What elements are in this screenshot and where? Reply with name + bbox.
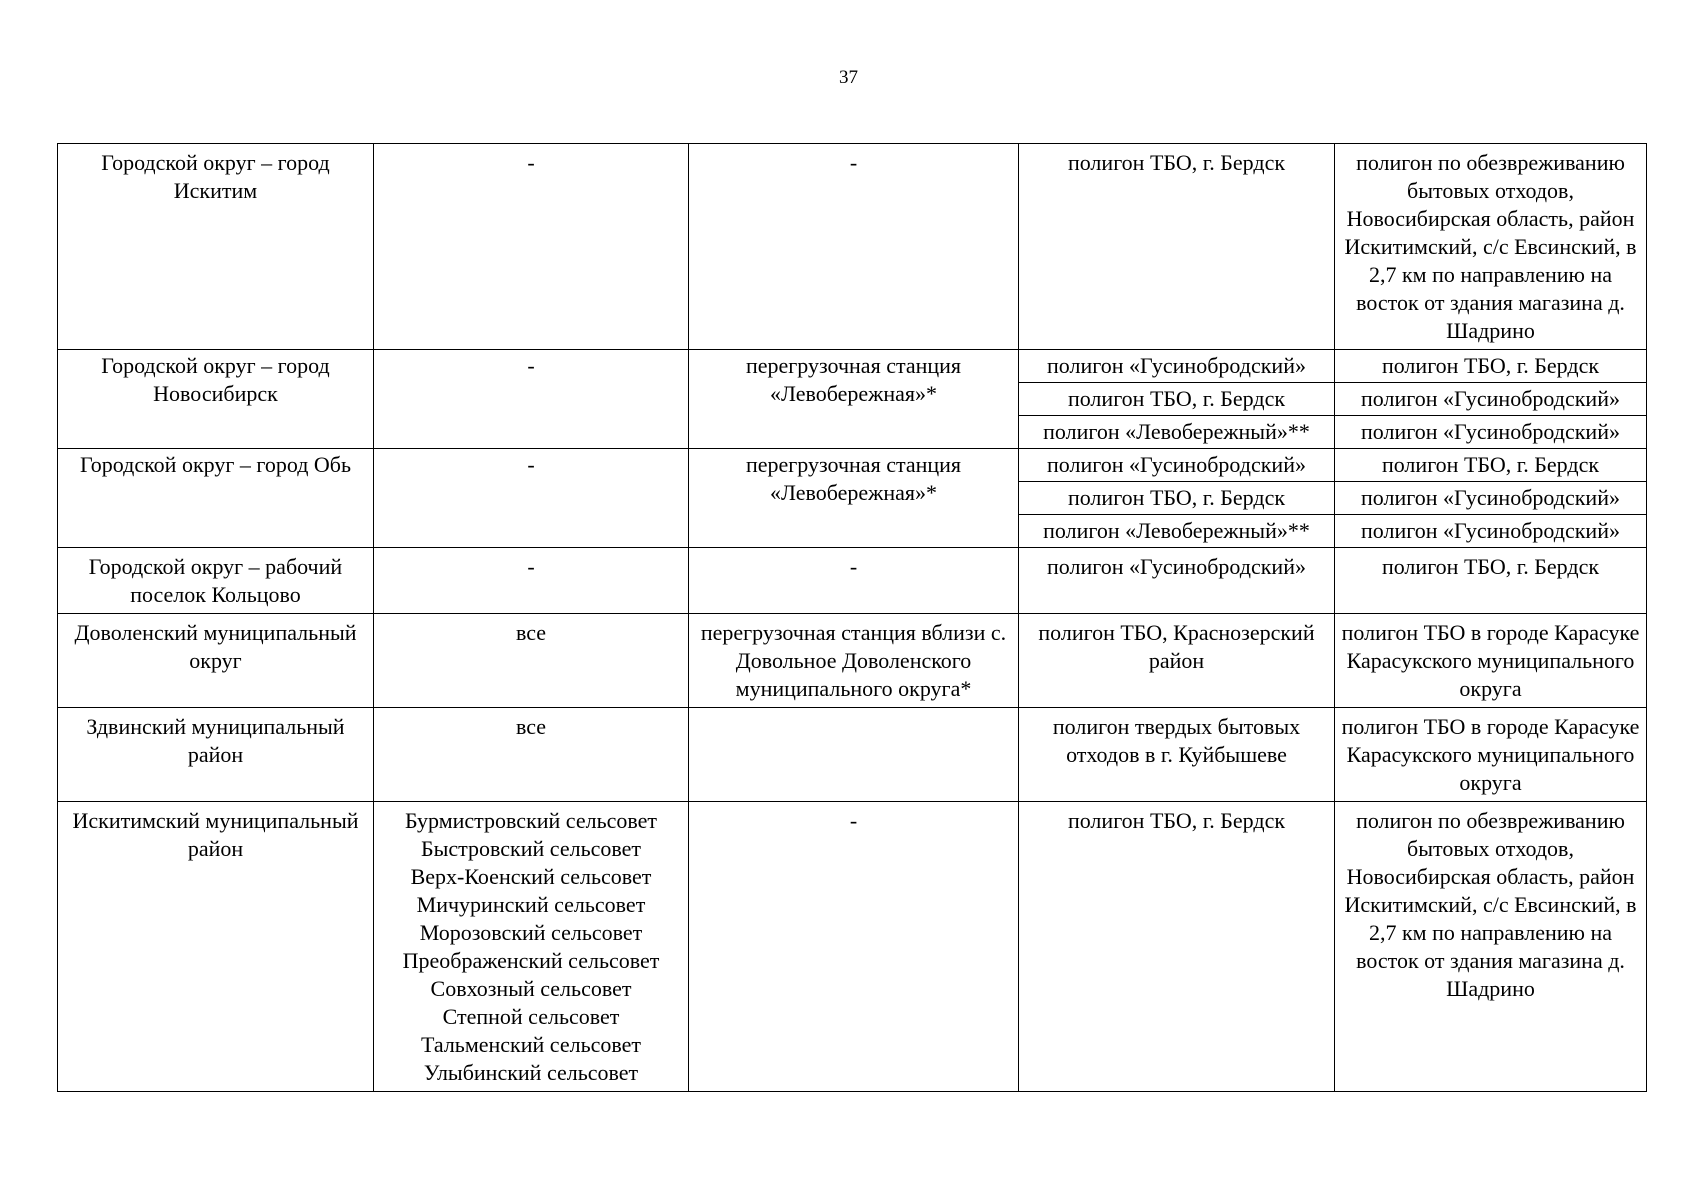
table-row bbox=[58, 144, 1647, 350]
primary-landfill-cell: полигон твердых бытовых отходов в г. Куйбышеве bbox=[1019, 708, 1335, 802]
district-cell: Городской округ – город Обь bbox=[58, 449, 374, 548]
settlement-item: Тальменский сельсовет bbox=[420, 1032, 642, 1057]
transfer-station-cell: - bbox=[689, 144, 1019, 350]
reserve-landfill-cell: полигон «Гусинобродский» bbox=[1335, 515, 1647, 548]
primary-landfill-cell: полигон «Левобережный»** bbox=[1019, 416, 1335, 449]
table-row bbox=[58, 449, 1647, 482]
settlement-item: Улыбинский сельсовет bbox=[423, 1060, 639, 1085]
district-cell: Здвинский муниципальный район bbox=[58, 708, 374, 802]
transfer-station-cell: перегрузочная станция вблизи с. Довольное Доволенского муниципального округа* bbox=[689, 614, 1019, 708]
settlement-item: Степной сельсовет bbox=[442, 1004, 620, 1029]
reserve-landfill-cell: полигон «Гусинобродский» bbox=[1335, 416, 1647, 449]
table-row bbox=[58, 350, 1647, 383]
settlements-cell: - bbox=[374, 144, 689, 350]
table-row bbox=[58, 548, 1647, 614]
settlements-cell: - bbox=[374, 548, 689, 614]
primary-landfill-cell: полигон ТБО, Краснозерский район bbox=[1019, 614, 1335, 708]
transfer-station-cell: - bbox=[689, 802, 1019, 1092]
table-row bbox=[58, 802, 1647, 1092]
settlement-item: Преображенский сельсовет bbox=[402, 948, 660, 973]
settlement-item: Верх-Коенский сельсовет bbox=[410, 864, 652, 889]
primary-landfill-cell: полигон «Гусинобродский» bbox=[1019, 350, 1335, 383]
primary-landfill-cell: полигон «Левобережный»** bbox=[1019, 515, 1335, 548]
primary-landfill-cell: полигон «Гусинобродский» bbox=[1019, 548, 1335, 614]
primary-landfill-cell: полигон ТБО, г. Бердск bbox=[1019, 144, 1335, 350]
transfer-station-cell bbox=[689, 708, 1019, 802]
district-cell: Искитимский муниципальный район bbox=[58, 802, 374, 1092]
settlement-item: Морозовский сельсовет bbox=[419, 920, 643, 945]
waste-routing-table bbox=[57, 143, 1647, 1092]
settlements-cell: - bbox=[374, 350, 689, 449]
settlements-cell: все bbox=[374, 708, 689, 802]
page-number: 37 bbox=[839, 67, 858, 88]
primary-landfill-cell: полигон ТБО, г. Бердск bbox=[1019, 802, 1335, 1092]
settlement-item: Совхозный сельсовет bbox=[430, 976, 632, 1001]
settlements-cell bbox=[374, 802, 689, 1092]
transfer-station-cell: - bbox=[689, 548, 1019, 614]
settlements-cell: - bbox=[374, 449, 689, 548]
district-cell: Городской округ – город Искитим bbox=[58, 144, 374, 350]
reserve-landfill-cell: полигон ТБО, г. Бердск bbox=[1335, 548, 1647, 614]
reserve-landfill-cell: полигон «Гусинобродский» bbox=[1335, 482, 1647, 515]
table-row bbox=[58, 614, 1647, 708]
reserve-landfill-cell: полигон по обезвреживанию бытовых отходов, Новосибирская область, район Искитимский, с/с Евсинский, в 2,7 км по направлению на восток от здания магазина д. Шадрино bbox=[1335, 802, 1647, 1092]
transfer-station-cell: перегрузочная станция «Левобережная»* bbox=[689, 350, 1019, 449]
settlement-item: Быстровский сельсовет bbox=[420, 836, 642, 861]
reserve-landfill-cell: полигон по обезвреживанию бытовых отходов, Новосибирская область, район Искитимский, с/с Евсинский, в 2,7 км по направлению на восток от здания магазина д. Шадрино bbox=[1335, 144, 1647, 350]
district-cell: Доволенский муниципальный округ bbox=[58, 614, 374, 708]
district-cell: Городской округ – рабочий поселок Кольцово bbox=[58, 548, 374, 614]
settlement-item: Мичуринский сельсовет bbox=[416, 892, 646, 917]
district-cell: Городской округ – город Новосибирск bbox=[58, 350, 374, 449]
table-row bbox=[58, 708, 1647, 802]
reserve-landfill-cell: полигон ТБО, г. Бердск bbox=[1335, 350, 1647, 383]
settlement-item: Бурмистровский сельсовет bbox=[404, 808, 658, 833]
primary-landfill-cell: полигон ТБО, г. Бердск bbox=[1019, 383, 1335, 416]
settlements-cell: все bbox=[374, 614, 689, 708]
primary-landfill-cell: полигон «Гусинобродский» bbox=[1019, 449, 1335, 482]
reserve-landfill-cell: полигон ТБО, г. Бердск bbox=[1335, 449, 1647, 482]
primary-landfill-cell: полигон ТБО, г. Бердск bbox=[1019, 482, 1335, 515]
reserve-landfill-cell: полигон ТБО в городе Карасуке Карасукского муниципального округа bbox=[1335, 614, 1647, 708]
reserve-landfill-cell: полигон «Гусинобродский» bbox=[1335, 383, 1647, 416]
transfer-station-cell: перегрузочная станция «Левобережная»* bbox=[689, 449, 1019, 548]
reserve-landfill-cell: полигон ТБО в городе Карасуке Карасукского муниципального округа bbox=[1335, 708, 1647, 802]
